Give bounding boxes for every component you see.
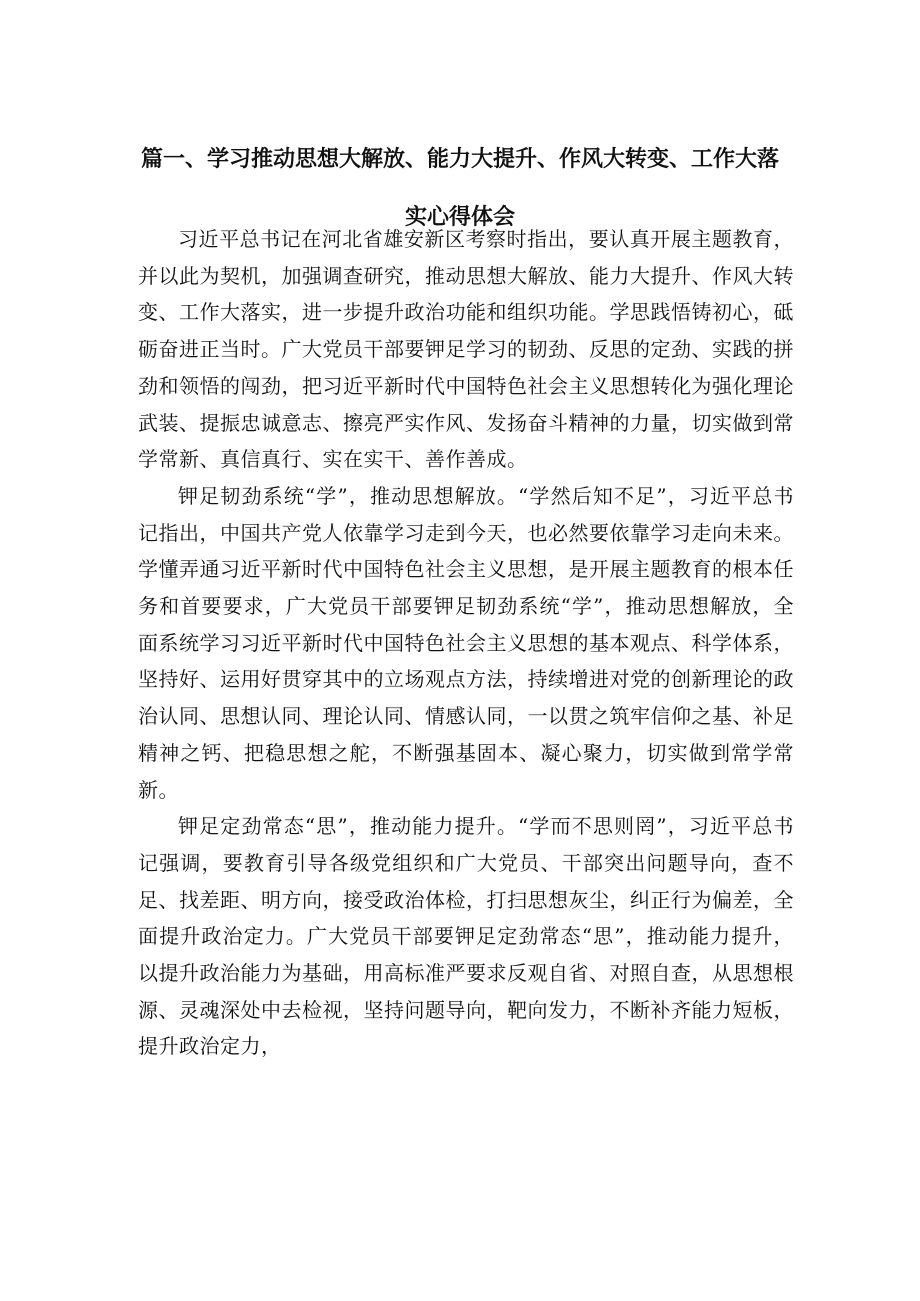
paragraph-1: 习近平总书记在河北省雄安新区考察时指出，要认真开展主题教育，并以此为契机，加强调查研究，推动思想大解放、能力大提升、作风大转变、工作大落实，进一步提升政治功能和组织功能。学思践悟铸初心，砥砺奋进正当时。广大党员干部要钾足学习的韧劲、反思的定劲、实践的拼劲和领悟的闯劲，把习近平新时代中国特色社会主义思想转化为强化理论武装、提振忠诚意志、擦亮严实作风、发扬奋斗精神的力量，切实做到常学常新、真信真行、实在实干、善作善成。: [138, 227, 794, 472]
document-title-line-2: 实心得体会: [404, 205, 515, 230]
document-body: [138, 221, 794, 1065]
paragraph-2: 钾足韧劲系统“学”，推动思想解放。“学然后知不足”，习近平总书记指出，中国共产党人依靠学习走到今天，也必然要依靠学习走向未来。学懂弄通习近平新时代中国特色社会主义思想，是开展主题教育的根本任务和首要要求，广大党员干部要钾足韧劲系统“学”，推动思想解放，全面系统学习习近平新时代中国特色社会主义思想的基本观点、科学体系，坚持好、运用好贯穿其中的立场观点方法，持续增进对党的创新理论的政治认同、思想认同、理论认同、情感认同，一以贯之筑牢信仰之基、补足精神之钙、把稳思想之舵，不断强基固本、凝心聚力，切实做到常学常新。: [138, 483, 794, 802]
paragraph-3: 钾足定劲常态“思”，推动能力提升。“学而不思则罔”，习近平总书记强调，要教育引导各级党组织和广大党员、干部突出问题导向，查不足、找差距、明方向，接受政治体检，打扫思想灰尘，纠正行为偏差，全面提升政治定力。广大党员干部要钾足定劲常态“思”，推动能力提升，以提升政治能力为基础，用高标准严要求反观自省、对照自查，从思想根源、灵魂深处中去检视，坚持问题导向，靶向发力，不断补齐能力短板，提升政治定力，: [138, 814, 794, 1059]
document-title-line-1: 篇一、学习推动思想大解放、能力大提升、作风大转变、工作大落: [140, 147, 779, 172]
